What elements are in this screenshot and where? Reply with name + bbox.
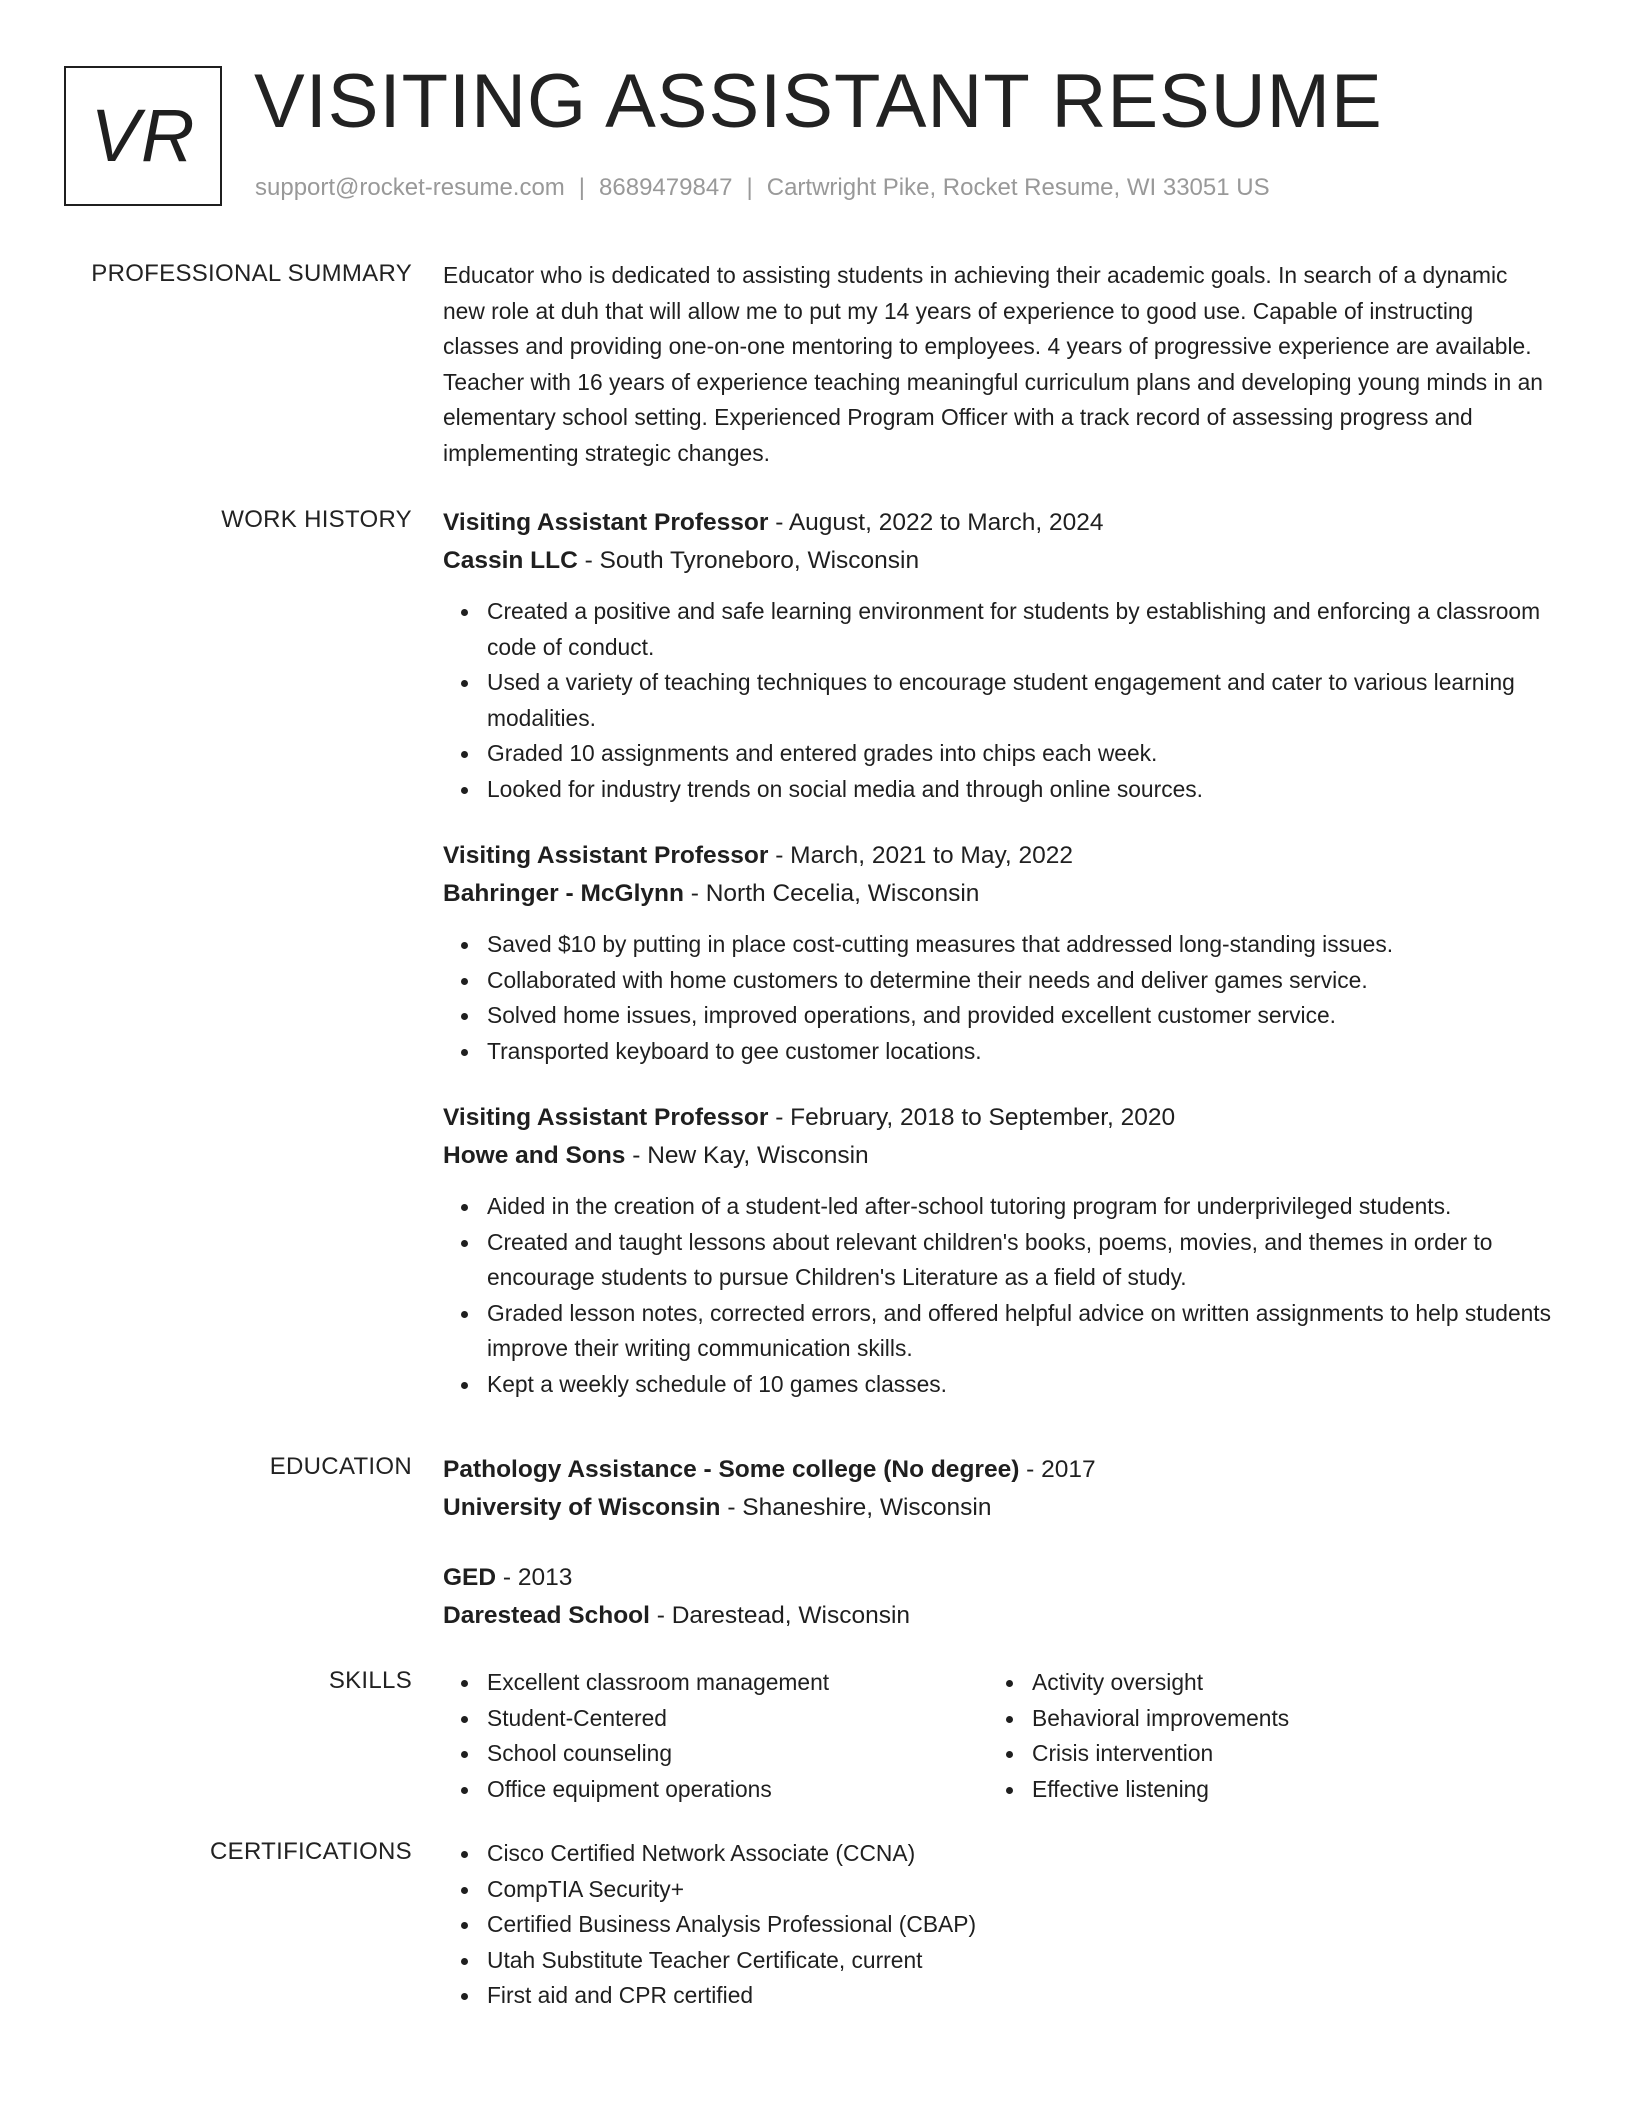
education-entry [443,1451,1553,1527]
certification-item: CompTIA Security+ [487,1872,1553,1908]
skill-item: School counseling [487,1736,988,1772]
job-company-line [443,875,1553,913]
certification-item: Certified Business Analysis Professional (CBAP) [487,1907,1553,1943]
education-school-line [443,1597,1553,1635]
education-year: - 2013 [496,1564,573,1591]
skills-grid [443,1665,1553,1807]
work-history-heading: WORK HISTORY [221,506,412,533]
certifications-body [443,1836,1553,2014]
job-dates: - August, 2022 to March, 2024 [768,509,1104,536]
education-body [443,1451,1553,1667]
job-header [443,837,1553,875]
monogram-text: VR [90,94,196,177]
education-degree-line [443,1559,1553,1597]
job-bullet: Looked for industry trends on social media and through online sources. [487,772,1553,808]
job-dates: - February, 2018 to September, 2020 [768,1104,1176,1131]
job-bullet: Graded 10 assignments and entered grades into chips each week. [487,736,1553,772]
certification-item: Cisco Certified Network Associate (CCNA) [487,1836,1553,1872]
job-bullet: Created and taught lessons about relevant children's books, poems, movies, and themes in order to encourage students to pursue Children's Literature as a field of study. [487,1225,1553,1296]
certification-item: Utah Substitute Teacher Certificate, current [487,1943,1553,1979]
skill-item: Student-Centered [487,1701,988,1737]
job-bullet: Collaborated with home customers to determine their needs and deliver games service. [487,963,1553,999]
job-bullet: Used a variety of teaching techniques to encourage student engagement and cater to various learning modalities. [487,665,1553,736]
skill-item: Excellent classroom management [487,1665,988,1701]
summary-heading: PROFESSIONAL SUMMARY [91,260,412,287]
job-bullet: Solved home issues, improved operations, and provided excellent customer service. [487,998,1553,1034]
job-title: Visiting Assistant Professor [443,509,769,536]
job-company-line [443,1137,1553,1175]
job-company-line [443,542,1553,580]
resume-title: VISITING ASSISTANT RESUME [254,59,1383,144]
education-school: University of Wisconsin [443,1494,721,1521]
certification-item: First aid and CPR certified [487,1978,1553,2014]
job-location: - South Tyroneboro, Wisconsin [577,547,920,574]
job-bullet: Graded lesson notes, corrected errors, and offered helpful advice on written assignments to help students improve their writing communication skills. [487,1296,1553,1367]
job-bullet: Kept a weekly schedule of 10 games classes. [487,1367,1553,1403]
monogram-box [64,66,222,206]
education-location: - Darestead, Wisconsin [649,1602,911,1629]
skills-list-1 [443,1665,988,1807]
skill-item: Crisis intervention [1032,1736,1533,1772]
job-header [443,1099,1553,1137]
contact-line [255,174,1270,203]
job-header [443,504,1553,542]
job-dates: - March, 2021 to May, 2022 [768,842,1073,869]
job-bullets [443,1189,1553,1402]
work-history-body [443,504,1553,1432]
job-bullet: Saved $10 by putting in place cost-cutting measures that addressed long-standing issues. [487,927,1553,963]
job-bullets [443,594,1553,807]
job-entry [443,1099,1553,1402]
contact-email[interactable]: support@rocket-resume.com [255,174,565,201]
contact-separator: | [746,174,753,201]
job-bullet: Aided in the creation of a student-led after-school tutoring program for underprivileged students. [487,1189,1553,1225]
certifications-list [443,1836,1553,2014]
education-location: - Shaneshire, Wisconsin [720,1494,992,1521]
job-company: Howe and Sons [443,1142,626,1169]
job-bullet: Created a positive and safe learning environment for students by establishing and enforcing a classroom code of conduct. [487,594,1553,665]
skills-list-2 [988,1665,1533,1807]
job-bullets [443,927,1553,1069]
job-title: Visiting Assistant Professor [443,1104,769,1131]
job-entry [443,504,1553,807]
education-year: - 2017 [1019,1456,1096,1483]
education-entry [443,1559,1553,1635]
certifications-heading: CERTIFICATIONS [210,1838,412,1865]
skill-item: Activity oversight [1032,1665,1533,1701]
job-location: - New Kay, Wisconsin [625,1142,869,1169]
job-title: Visiting Assistant Professor [443,842,769,869]
education-heading: EDUCATION [269,1453,412,1480]
contact-phone[interactable]: 8689479847 [599,174,733,201]
skills-column-1 [443,1665,988,1807]
education-degree: GED [443,1564,497,1591]
summary-body [443,258,1553,471]
skills-body [443,1665,1553,1807]
skill-item: Behavioral improvements [1032,1701,1533,1737]
job-bullet: Transported keyboard to gee customer locations. [487,1034,1553,1070]
contact-separator: | [578,174,586,201]
skills-column-2 [988,1665,1533,1807]
education-school-line [443,1489,1553,1527]
skill-item: Office equipment operations [487,1772,988,1808]
skill-item: Effective listening [1032,1772,1533,1808]
job-company: Bahringer - McGlynn [443,880,684,907]
education-school: Darestead School [443,1602,650,1629]
job-company: Cassin LLC [443,547,578,574]
education-degree-line [443,1451,1553,1489]
job-location: - North Cecelia, Wisconsin [683,880,980,907]
skills-heading: SKILLS [328,1667,412,1694]
education-degree: Pathology Assistance - Some college (No degree) [443,1456,1020,1483]
job-entry [443,837,1553,1069]
summary-text: Educator who is dedicated to assisting students in achieving their academic goals. In search of a dynamic new role at duh that will allow me to put my 14 years of experience to good use. Capable of instructing classes and providing one-on-one mentoring to employees. 4 years of progressive experience are available. Teacher with 16 years of experience teaching meaningful curriculum plans and developing young minds in an elementary school setting. Experienced Program Officer with a track record of assessing progress and implementing strategic changes. [443,262,1543,466]
contact-address: Cartwright Pike, Rocket Resume, WI 33051 US [766,174,1270,201]
